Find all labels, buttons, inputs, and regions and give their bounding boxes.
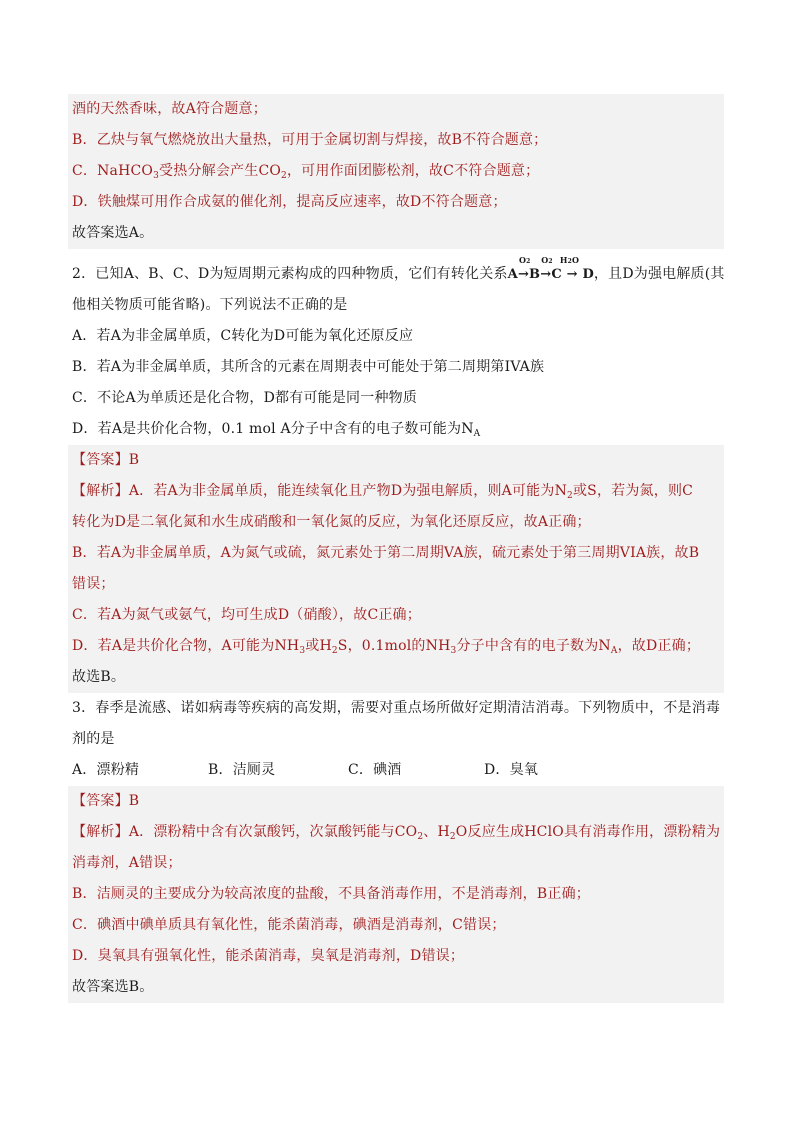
q2-answer: 【答案】B	[68, 445, 724, 476]
document-page	[68, 94, 724, 1003]
subscript: A	[473, 429, 481, 439]
prev-exp-line-3	[68, 156, 724, 187]
q3-option-c: C．碘酒	[348, 762, 402, 778]
analysis-label: 【解析】	[72, 483, 129, 499]
arrow-1: O2 →	[517, 255, 531, 282]
text-run: S，0.1mol的NH	[337, 638, 451, 654]
q2-exp-line-3: B．若A为非金属单质，A为氮气或硫，氮元素处于第二周期VA族，硫元素处于第三周期VIA族，故B	[68, 538, 724, 569]
subscript: 3	[450, 646, 457, 656]
q2-option-d	[68, 414, 724, 445]
q3-stem-line-2: 剂的是	[72, 731, 115, 747]
arrow-2: O2 →	[540, 255, 553, 282]
text-run: 、H	[423, 824, 450, 840]
subscript: 2	[567, 491, 573, 501]
text-run: ，且D为强电解质(其	[593, 266, 725, 282]
q3-stem-line-1: 3．春季是流感、诺如病毒等疾病的高发期，需要对重点场所做好定期清洁消毒。下列物质中，不是消毒	[72, 700, 721, 716]
q2-stem-line-1	[68, 255, 725, 290]
q3-option-a: A．漂粉精	[72, 762, 140, 778]
text-run: ，可用作面团膨松剂，故C不符合题意；	[286, 163, 540, 179]
q2-option-b: B．若A为非金属单质，其所含的元素在周期表中可能处于第二周期第IVA族	[72, 359, 545, 375]
text-run: 或H	[305, 638, 332, 654]
subscript: 2	[417, 832, 424, 842]
subscript: 2	[281, 171, 287, 181]
q3-exp-line-2: 消毒剂，A错误；	[68, 848, 724, 879]
q2-exp-line-5: C．若A为氮气或氨气，均可生成D（硝酸），故C正确；	[68, 600, 724, 631]
q3-exp-line-5: D．臭氧具有强氧化性，能杀菌消毒，臭氧是消毒剂，D错误；	[68, 941, 724, 972]
q2-option-a: A．若A为非金属单质，C转化为D可能为氧化还原反应	[72, 328, 414, 344]
text-run: 2．已知A、B、C、D为短周期元素构成的四种物质，它们有转化关系	[72, 266, 508, 282]
q3-option-d: D．臭氧	[484, 762, 539, 778]
q3-option-b: B．洁厕灵	[208, 762, 276, 778]
q2-exp-line-6	[68, 631, 724, 662]
text-run: ，故D正确；	[617, 638, 701, 654]
chain-a: A	[507, 267, 518, 282]
prev-conclusion: 故答案选A。	[68, 218, 724, 249]
q2-option-c: C．不论A为单质还是化合物，D都有可能是同一种物质	[72, 390, 418, 406]
chain-c: C	[551, 267, 562, 282]
q2-conclusion: 故选B。	[68, 662, 724, 693]
subscript: A	[610, 646, 618, 656]
arrow-1-label: O2	[518, 255, 531, 265]
q2-exp-line-1	[68, 476, 724, 507]
chain-b: B	[529, 267, 541, 282]
text-run: 受热分解会产生CO	[159, 163, 282, 179]
subscript: 2	[449, 832, 456, 842]
q2-stem-line-2: 他相关物质可能省略)。下列说法不正确的是	[72, 297, 348, 313]
prev-exp-line-4: D．铁触煤可用作合成氨的催化剂，提高反应速率，故D不符合题意；	[68, 187, 724, 218]
q3-conclusion: 故答案选B。	[68, 972, 724, 1003]
subscript: 2	[331, 646, 338, 656]
q3-options	[68, 755, 724, 786]
q3-exp-line-3: B．洁厕灵的主要成分为较高浓度的盐酸，不具备消毒作用，不是消毒剂，B正确；	[68, 879, 724, 910]
arrow-2-label: O2	[541, 255, 553, 265]
q2-exp-line-2: 转化为D是二氧化氮和水生成硝酸和一氧化氮的反应，为氧化还原反应，故A正确；	[68, 507, 724, 538]
q3-answer: 【答案】B	[68, 786, 724, 817]
text-run: A．若A为非金属单质，能连续氧化且产物D为强电解质，则A可能为N	[128, 483, 568, 499]
text-run: 分子中含有的电子数为N	[456, 638, 611, 654]
conversion-chain	[507, 255, 594, 290]
prev-exp-line-2: B．乙炔与氧气燃烧放出大量热，可用于金属切割与焊接，故B不符合题意；	[68, 125, 724, 156]
chain-d: D	[582, 267, 594, 282]
subscript: 3	[299, 646, 306, 656]
text-run: O反应生成HClO具有消毒作用，漂粉精为	[455, 824, 721, 840]
arrow-3-label: H2O	[559, 255, 580, 265]
q3-exp-line-4: C．碘酒中碘单质具有氧化性，能杀菌消毒，碘酒是消毒剂，C错误；	[68, 910, 724, 941]
text-run: A．漂粉精中含有次氯酸钙，次氯酸钙能与CO	[128, 824, 418, 840]
q3-exp-line-1	[68, 817, 724, 848]
text-run: 或S，若为氮，则C	[572, 483, 694, 499]
text-run: D．若A是共价化合物，A可能为NH	[72, 638, 300, 654]
text-run: D．若A是共价化合物，0.1 mol A分子中含有的电子数可能为N	[72, 421, 474, 437]
prev-exp-line-1: 酒的天然香味，故A符合题意；	[68, 94, 724, 125]
arrow-3: H2O →	[559, 255, 580, 282]
q2-exp-line-4: 错误；	[68, 569, 724, 600]
analysis-label: 【解析】	[72, 824, 129, 840]
text-run: C．NaHCO	[72, 163, 154, 179]
subscript: 3	[153, 171, 160, 181]
